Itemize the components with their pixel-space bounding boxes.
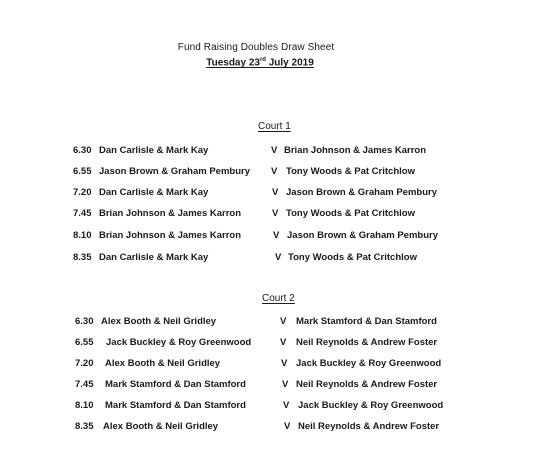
match-versus: V	[283, 400, 290, 411]
match-team-2: Jason Brown & Graham Pembury	[287, 230, 438, 241]
match-versus: V	[275, 252, 282, 263]
match-versus: V	[272, 187, 279, 198]
match-team-1: Mark Stamford & Dan Stamford	[105, 400, 246, 411]
match-time: 8.10	[75, 400, 94, 411]
match-team-1: Alex Booth & Neil Gridley	[105, 358, 221, 369]
date-suffix: rd	[259, 57, 266, 63]
match-time: 6.55	[75, 337, 94, 348]
date-rest: July 2019	[265, 57, 314, 69]
match-team-2: Neil Reynolds & Andrew Foster	[298, 421, 440, 432]
match-team-2: Mark Stamford & Dan Stamford	[296, 316, 437, 327]
event-date	[200, 57, 320, 68]
match-team-1: Dan Carlisle & Mark Kay	[99, 187, 209, 198]
match-versus: V	[273, 230, 280, 241]
match-team-1: Alex Booth & Neil Gridley	[103, 421, 219, 432]
match-versus: V	[280, 337, 287, 348]
match-team-1: Mark Stamford & Dan Stamford	[105, 379, 246, 390]
match-time: 7.20	[75, 358, 94, 369]
match-team-2: Jack Buckley & Roy Greenwood	[296, 358, 442, 369]
match-versus: V	[271, 166, 278, 177]
match-team-1: Brian Johnson & James Karron	[99, 230, 242, 241]
match-team-2: Neil Reynolds & Andrew Foster	[296, 379, 438, 390]
match-team-2: Brian Johnson & James Karron	[284, 145, 427, 156]
match-time: 6.30	[75, 316, 94, 327]
court-2-heading: Court 2	[262, 293, 295, 304]
match-team-2: Jason Brown & Graham Pembury	[286, 187, 437, 198]
match-time: 8.35	[75, 421, 94, 432]
court-1-heading: Court 1	[258, 121, 291, 132]
match-versus: V	[272, 208, 279, 219]
match-team-2: Tony Woods & Pat Critchlow	[286, 166, 415, 177]
match-team-1: Alex Booth & Neil Gridley	[101, 316, 217, 327]
match-time: 6.55	[73, 166, 92, 177]
match-versus: V	[271, 145, 278, 156]
match-team-2: Jack Buckley & Roy Greenwood	[298, 400, 444, 411]
match-team-1: Dan Carlisle & Mark Kay	[99, 252, 209, 263]
match-versus: V	[281, 358, 288, 369]
match-team-2: Tony Woods & Pat Critchlow	[288, 252, 417, 263]
match-time: 7.45	[75, 379, 94, 390]
match-team-1: Dan Carlisle & Mark Kay	[99, 145, 209, 156]
match-team-2: Tony Woods & Pat Critchlow	[286, 208, 415, 219]
match-versus: V	[284, 421, 291, 432]
match-versus: V	[282, 379, 289, 390]
match-time: 8.10	[73, 230, 92, 241]
match-time: 7.45	[73, 208, 92, 219]
match-versus: V	[280, 316, 287, 327]
match-team-1: Jason Brown & Graham Pembury	[99, 166, 250, 177]
match-team-1: Brian Johnson & James Karron	[99, 208, 242, 219]
draw-sheet-title: Fund Raising Doubles Draw Sheet	[177, 42, 335, 53]
match-time: 6.30	[73, 145, 92, 156]
match-team-1: Jack Buckley & Roy Greenwood	[106, 337, 252, 348]
date-prefix: Tuesday 23	[206, 57, 260, 69]
match-time: 7.20	[73, 187, 92, 198]
match-time: 8.35	[73, 252, 92, 263]
match-team-2: Neil Reynolds & Andrew Foster	[296, 337, 438, 348]
